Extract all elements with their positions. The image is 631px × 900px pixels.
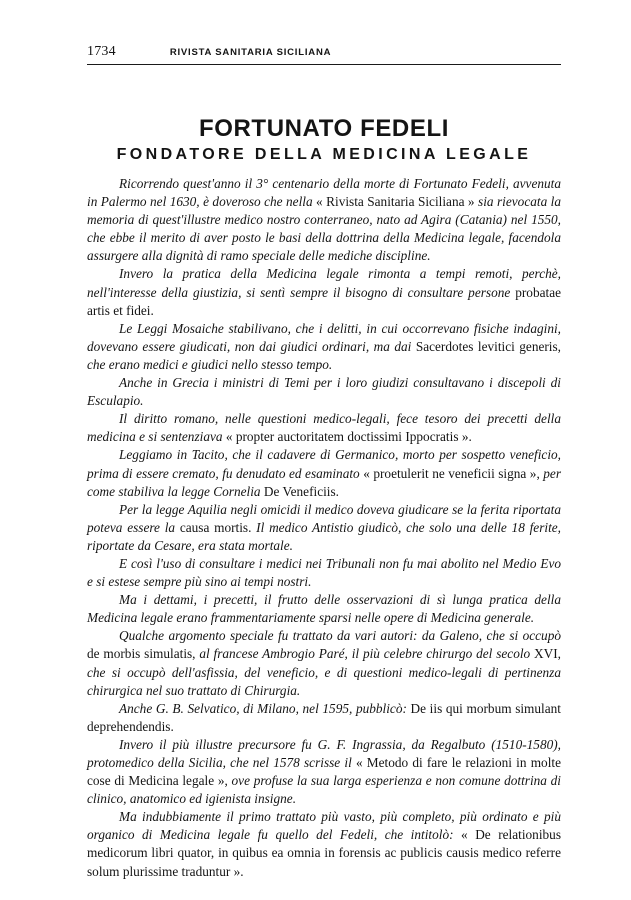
italic-text-run: Il medico Antistio giudicò, che solo una delle 18 ferite, riportate da Cesare, era stata mortale.: [87, 519, 561, 553]
paragraph: [87, 591, 561, 627]
roman-text-run: « Rivista Sanitaria Siciliana »: [316, 194, 475, 210]
paragraph: [87, 555, 561, 591]
roman-text-run: causa mortis.: [179, 519, 252, 535]
roman-text-run: « Metodo di fare le relazioni in molte cose di Medicina legale »,: [87, 755, 561, 789]
paragraph: [87, 410, 561, 446]
italic-text-run: per come stabiliva la legge Cornelia: [87, 465, 561, 499]
italic-text-run: Ma i dettami, i precetti, il frutto delle osservazioni di sì lunga pratica della Medicina legale erano frammentariamente sparsi nelle opere di Medicina generale.: [87, 592, 561, 626]
article-title: FORTUNATO FEDELI: [198, 115, 450, 142]
paragraph: [87, 175, 561, 265]
italic-text-run: Anche G. B. Selvatico, di Milano, nel 1595, pubblicò:: [119, 700, 411, 716]
italic-text-run: Ma indubbiamente il primo trattato più vasto, più completo, più ordinato e più organico di Medicina legale fu quello del Fedeli, che intitolò:: [87, 809, 561, 843]
roman-text-run: « propter auctoritatem doctissimi Ippocratis ».: [225, 429, 472, 445]
italic-text-run: Invero la pratica della Medicina legale rimonta a tempi remoti, perchè, nell'interesse della giustizia, si sentì sempre il bisogno di consultare persone: [87, 266, 561, 300]
italic-text-run: Invero il più illustre precursore fu G. F. Ingrassia, da Regalbuto (1510-1580), protomedico della Sicilia, che nel 1578 scrisse il: [87, 736, 561, 770]
italic-text-run: Qualche argomento speciale fu trattato da vari autori: da Galeno, che si occupò: [119, 628, 561, 644]
paragraph: [87, 736, 561, 808]
roman-text-run: « De relationibus medicorum libri quator, in quibus ea omnia in forensis ac publicis causis medico referre solum plurissime traduntur ».: [87, 827, 561, 879]
article-body: [87, 175, 561, 881]
paragraph: [87, 700, 561, 736]
italic-text-run: Ricorrendo quest'anno il 3° centenario della morte di Fortunato Fedeli, avvenuta in Palermo nel 1630, è doveroso che nella: [87, 176, 561, 210]
italic-text-run: ove profuse la sua larga esperienza e non comune dottrina di clinico, anatomico ed igienista insigne.: [87, 773, 561, 807]
italic-text-run: Per la legge Aquilia negli omicidi il medico doveva giudicare se la ferita riportata poteva essere la: [87, 501, 561, 535]
roman-text-run: « proetulerit ne veneficii signa »,: [363, 465, 540, 481]
roman-text-run: de morbis simulatis,: [87, 646, 196, 662]
paragraph: [87, 265, 561, 319]
italic-text-run: E così l'uso di consultare i medici nei Tribunali non fu mai abolito nel Medio Evo e si estese sempre più sino ai tempi nostri.: [87, 555, 561, 590]
page-number: 1734: [87, 44, 116, 59]
paragraph: [87, 446, 561, 500]
italic-text-run: Il diritto romano, nelle questioni medico-legali, fece tesoro dei precetti della medicina e si sentenziava: [87, 411, 561, 445]
paragraph: [87, 374, 561, 410]
article-subtitle: FONDATORE DELLA MEDICINA LEGALE: [116, 146, 532, 163]
italic-text-run: sia rievocata la memoria di quest'illustre medico nostro conterraneo, nato ad Agira (Catania) nel 1550, che ebbe il merito di aver posto le basi della dottrina della Medicina legale, facendola assurgere alla dignità di ramo speciale delle mediche discipline.: [87, 194, 561, 264]
italic-text-run: che si occupò dell'asfissia, del veneficio, e di questioni medico-legali di pertinenza chirurgica nel suo trattato di Chirurgia.: [87, 664, 561, 698]
running-header: [87, 44, 561, 65]
roman-text-run: Sacerdotes levitici generis,: [415, 338, 561, 354]
italic-text-run: Le Leggi Mosaiche stabilivano, che i delitti, in cui occorrevano fisiche indagini, dovevano essere giudicati, non dai giudici ordinari, ma dai: [87, 320, 561, 354]
roman-text-run: probatae artis et fidei.: [87, 284, 561, 318]
italic-text-run: Anche in Grecia i ministri di Temi per i loro giudizi consultavano i discepoli di Esculapio.: [87, 375, 561, 409]
italic-text-run: che erano medici e giudici nello stesso tempo.: [87, 356, 333, 372]
roman-text-run: De Veneficiis.: [263, 483, 339, 499]
roman-text-run: De iis qui morbum simulant deprehendendis.: [87, 700, 561, 734]
paragraph: [87, 320, 561, 374]
roman-text-run: XVI,: [534, 646, 561, 662]
paragraph: [87, 627, 561, 699]
italic-text-run: Leggiamo in Tacito, che il cadavere di Germanico, morto per sospetto veneficio, prima di essere cremato, fu denudato ed esaminato: [87, 447, 561, 481]
italic-text-run: al francese Ambrogio Paré, il più celebre chirurgo del secolo: [195, 646, 535, 662]
paragraph: [87, 808, 561, 880]
paragraph: [87, 501, 561, 555]
running-title: RIVISTA SANITARIA SICILIANA: [169, 47, 332, 58]
